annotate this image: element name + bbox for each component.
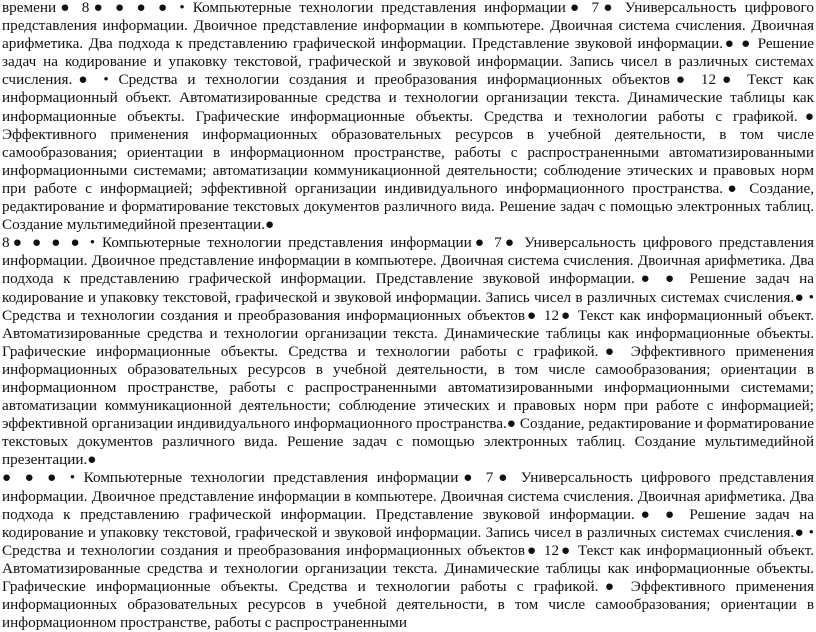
paragraph-1: времени● 8● ● ● ● • Компьютерные технологии представления информации● 7● Универсальность цифрового представления информации. Двоичное представление информации в компьютере. Двоичная система счисления. Двоичная арифметика. Два подхода к представлению графической информации. Представление звуковой информации.● ● Решение задач на кодирование и упаковку текстовой, графической и звуковой информации. Запись чисел в различных системах счисления.● • Средства и технологии создания и преобразования информационных объектов● 12● Текст как информационный объект. Автоматизированные средства и технологии организации текста. Динамические таблицы как информационные объекты. Графические информационные объекты. Средства и технологии работы с графикой.● Эффективного применения информационных образовательных ресурсов в учебной деятельности, в том числе самообразования; ориентации в информационном пространстве, работы с распространенными автоматизированными информационными системами; автоматизации коммуникационной деятельности; соблюдение этических и правовых норм при работе с информацией; эффективной организации индивидуального информационного пространства.● Создание, редактирование и форматирование текстовых документов различного вида. Решение задач с помощью электронных таблиц. Создание мультимедийной презентации.● xyxy=(2,0,814,234)
paragraph-2: 8● ● ● ● • Компьютерные технологии представления информации● 7● Универсальность цифрового представления информации. Двоичное представление информации в компьютере. Двоичная система счисления. Двоичная арифметика. Два подхода к представлению графической информации. Представление звуковой информации.● ● Решение задач на кодирование и упаковку текстовой, графической и звуковой информации. Запись чисел в различных системах счисления.● • Средства и технологии создания и преобразования информационных объектов● 12● Текст как информационный объект. Автоматизированные средства и технологии организации текста. Динамические таблицы как информационные объекты. Графические информационные объекты. Средства и технологии работы с графикой.● Эффективного применения информационных образовательных ресурсов в учебной деятельности, в том числе самообразования; ориентации в информационном пространстве, работы с распространенными автоматизированными информационными системами; автоматизации коммуникационной деятельности; соблюдение этических и правовых норм при работе с информацией; эффективной организации индивидуального информационного пространства.● Создание, редактирование и форматирование текстовых документов различного вида. Решение задач с помощью электронных таблиц. Создание мультимедийной презентации.● xyxy=(2,234,814,469)
paragraph-3: ● ● ● • Компьютерные технологии представления информации● 7● Универсальность цифрового представления информации. Двоичное представление информации в компьютере. Двоичная система счисления. Двоичная арифметика. Два подхода к представлению графической информации. Представление звуковой информации.● ● Решение задач на кодирование и упаковку текстовой, графической и звуковой информации. Запись чисел в различных системах счисления.● • Средства и технологии создания и преобразования информационных объектов● 12● Текст как информационный объект. Автоматизированные средства и технологии организации текста. Динамические таблицы как информационные объекты. Графические информационные объекты. Средства и технологии работы с графикой.● Эффективного применения информационных образовательных ресурсов в учебной деятельности, в том числе самообразования; ориентации в информационном пространстве, работы с распространенными xyxy=(2,469,814,632)
document-page xyxy=(2,0,814,632)
